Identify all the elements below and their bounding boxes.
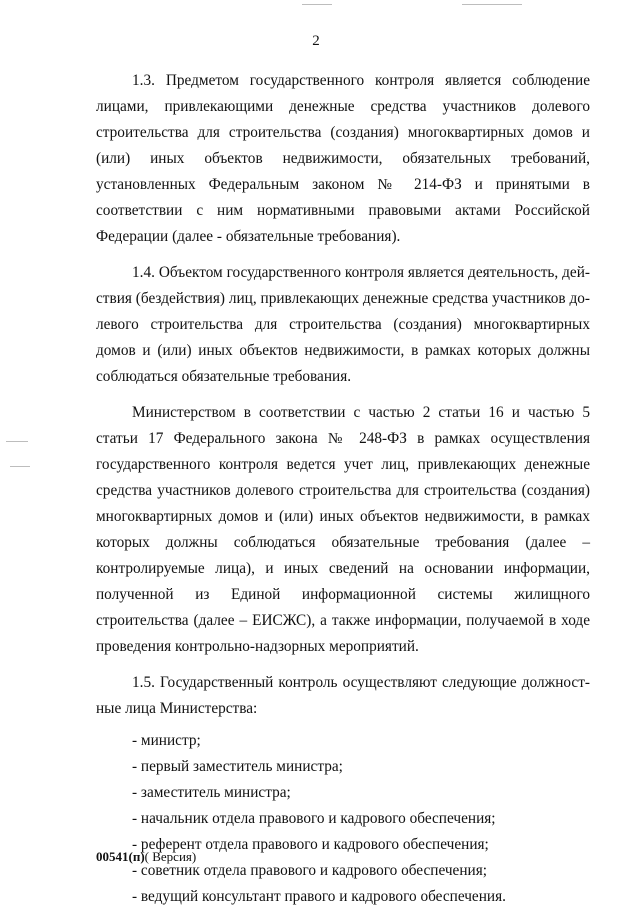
- document-code-number: 00541(п): [96, 849, 145, 864]
- scan-artifact-line: [302, 4, 332, 5]
- list-item: - министр;: [132, 732, 201, 749]
- document-body: [96, 68, 590, 910]
- paragraph-1-5: 1.5. Государственный контроль осуществляют следующие должностные лица Министерства:: [96, 674, 590, 717]
- paragraph-1-4: 1.4. Объектом государственного контроля является деятельность, действия (бездействия) лиц, привлекающих денежные средства участников долевого строительства для строительства (создания) многоквартирных домов и (или) иных объектов недвижимости, в рамках которых должны соблюдаться обязательные требования.: [96, 264, 590, 385]
- scan-artifact-line: [6, 441, 28, 442]
- list-item: - начальник отдела правового и кадрового обеспечения;: [132, 810, 496, 827]
- scan-artifact-line: [462, 4, 522, 5]
- list-item: - первый заместитель министра;: [132, 758, 343, 775]
- scan-artifact-line: [10, 466, 30, 467]
- paragraph-ministry-registry: Министерством в соответствии с частью 2 статьи 16 и частью 5 статьи 17 Федерального закона № 248-ФЗ в рамках осуществления государственного контроля ведется учет лиц, привлекающих денежные средства участников долевого строительства для строительства (создания) многоквартирных домов и (или) иных объектов недвижимости, в рамках которых должны соблюдаться обязательные требования (далее – контролируемые лица), и иных сведений на основании информации, полученной из Единой информационной системы жилищного строительства (далее – ЕИСЖС), а также информации, получаемой в ходе проведения контрольно-надзорных мероприятий.: [96, 404, 590, 655]
- paragraph-1-3: 1.3. Предметом государственного контроля является соблюдение лицами, привлекающими денежные средства участников долевого строительства для строительства (создания) многоквартирных домов и (или) иных объектов недвижимости, обязательных требований, установленных Федеральным законом № 214-ФЗ и принятыми в соответствии с ним нормативными правовыми актами Российской Федерации (далее - обязательные требования).: [96, 72, 590, 245]
- officials-list: [96, 728, 590, 910]
- list-item: - референт отдела правового и кадрового обеспечения;: [132, 836, 489, 853]
- document-version: ( Версия): [144, 849, 197, 864]
- list-item: - ведущий консультант правого и кадрового обеспечения.: [132, 888, 506, 905]
- list-item: - заместитель министра;: [132, 784, 291, 801]
- list-item: - советник отдела правового и кадрового обеспечения;: [132, 862, 488, 879]
- page-number: 2: [312, 33, 320, 49]
- document-code: [96, 849, 196, 865]
